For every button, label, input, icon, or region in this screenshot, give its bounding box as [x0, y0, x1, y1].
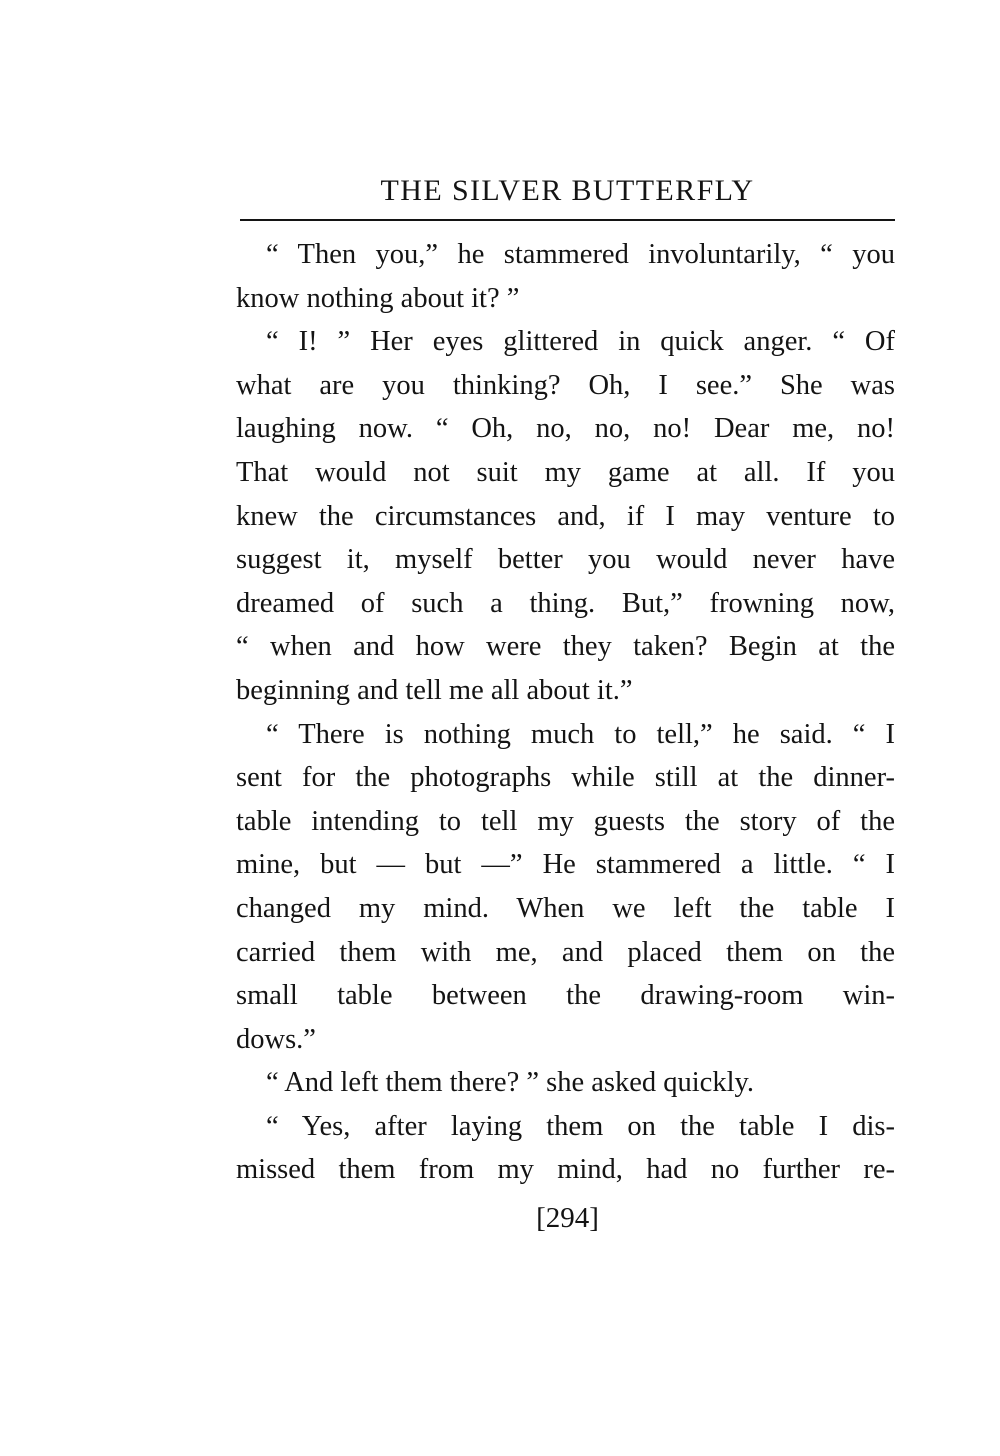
text-line: That would not suit my game at all. If you — [236, 456, 895, 488]
text-line: missed them from my mind, had no further re- — [236, 1154, 895, 1186]
text-line: laughing now. “ Oh, no, no, no! Dear me, no! — [236, 413, 895, 445]
text-line: beginning and tell me all about it.” — [236, 674, 633, 706]
text-line: sent for the photographs while still at the dinner- — [236, 762, 895, 794]
text-line: changed my mind. When we left the table I — [236, 892, 895, 924]
page-number: [294] — [536, 1202, 599, 1234]
text-line: know nothing about it? ” — [236, 282, 520, 314]
text-line: carried them with me, and placed them on the — [236, 936, 895, 968]
body-text — [236, 233, 895, 1192]
text-line: “ I! ” Her eyes glittered in quick anger. “ Of — [266, 326, 895, 358]
running-head: THE SILVER BUTTERFLY — [380, 174, 755, 207]
header-rule — [240, 219, 895, 221]
text-line: small table between the drawing-room win- — [236, 980, 895, 1012]
text-line: “ There is nothing much to tell,” he said. “ I — [266, 718, 895, 750]
text-line: “ Then you,” he stammered involuntarily, “ you — [266, 239, 895, 270]
text-line: suggest it, myself better you would never have — [236, 544, 895, 576]
text-line: what are you thinking? Oh, I see.” She was — [236, 369, 895, 401]
paragraph-3 — [236, 713, 895, 1062]
text-line: knew the circumstances and, if I may venture to — [236, 500, 895, 532]
paragraph-5 — [236, 1105, 895, 1192]
paragraph-4 — [236, 1061, 895, 1105]
paragraph-1 — [236, 233, 895, 320]
text-line: dows.” — [236, 1023, 316, 1055]
text-line: “ when and how were they taken? Begin at the — [236, 631, 895, 663]
text-line: “ Yes, after laying them on the table I dis- — [266, 1110, 895, 1142]
text-line: “ And left them there? ” she asked quickly. — [266, 1067, 755, 1099]
paragraph-2 — [236, 320, 895, 712]
text-line: table intending to tell my guests the story of the — [236, 805, 895, 837]
text-line: mine, but — but —” He stammered a little. “ I — [236, 849, 895, 881]
text-line: dreamed of such a thing. But,” frowning now, — [236, 587, 895, 619]
